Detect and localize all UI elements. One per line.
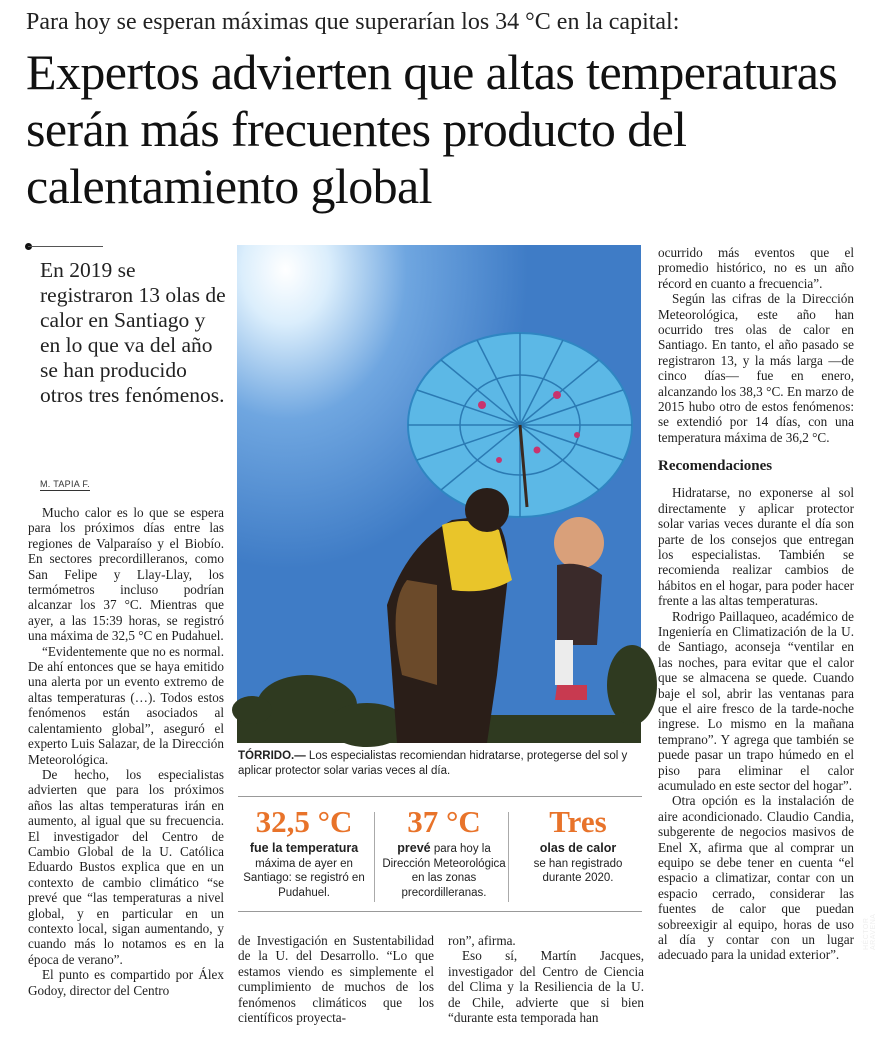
paragraph: ocurrido más eventos que el promedio histórico, no es un año récord en cuanto a frecuencia”.: [658, 245, 854, 291]
photo-credit: HÉCTOR ARAVENA: [863, 913, 877, 950]
stat-box: [514, 805, 642, 886]
paragraph: El punto es compartido por Álex Godoy, director del Centro: [28, 967, 224, 998]
stat-value: 37 °C: [407, 804, 481, 839]
article-byline: M. TAPIA F.: [40, 479, 90, 489]
stat-value: Tres: [549, 804, 607, 839]
stat-text: máxima de ayer en Santiago: se registró en Pudahuel.: [243, 857, 365, 899]
stat-bold-label: olas de calor: [539, 841, 617, 855]
text-column-1: [28, 505, 224, 998]
paragraph: Según las cifras de la Dirección Meteorológica, este año han ocurrido tres olas de calor en Santiago. En tanto, el año pasado se registraron 13, y la más larga —de cinco días— fue en enero, alcanzando los 38,3 °C. En marzo de 2015 hubo otro de estos fenómenos: se extendió por 14 días, con una temperatura máxima de 36,2 °C.: [658, 291, 854, 445]
paragraph: Eso sí, Martín Jacques, investigador del Centro de Ciencia del Clima y la Resiliencia de la U. de Chile, advierte que si bien “durante esta temporada han: [448, 948, 644, 1026]
photo-illustration: [237, 245, 641, 743]
stat-bold-label: prevé: [397, 841, 431, 855]
stat-divider: [508, 812, 509, 902]
article-lead: En 2019 se registraron 13 olas de calor en Santiago y en lo que va del año se han producido otros tres fenómenos.: [40, 258, 226, 407]
text-column-4: [658, 245, 854, 963]
photo-caption: [238, 749, 643, 779]
stat-bold-label: fue la temperatura: [249, 841, 359, 855]
stats-bottom-rule: [238, 911, 642, 912]
stat-text: se han registrado durante 2020.: [533, 857, 623, 884]
stat-box: [240, 805, 368, 900]
text-column-3: [448, 933, 644, 1025]
paragraph: de Investigación en Sustentabilidad de la U. del Desarrollo. “Lo que estamos viendo es simplemente el cumplimiento de muchos de los fenómenos climáticos que los científicos proyecta-: [238, 933, 434, 1026]
paragraph: ron”, afirma.: [448, 933, 516, 948]
stat-box: [380, 805, 508, 900]
section-subhead: Recomendaciones: [658, 458, 773, 475]
caption-label: TÓRRIDO.—: [238, 750, 306, 762]
lead-rule: [28, 246, 103, 247]
paragraph: Hidratarse, no exponerse al sol directamente y aplicar protector solar varias veces durante el día son parte de los consejos que entregan los especialistas. También se recomienda realizar cambios de hábitos en el hogar, para poder hacer frente a las altas temperaturas.: [658, 485, 854, 609]
paragraph: Mucho calor es lo que se espera para los próximos días entre las regiones de Valparaíso y el Biobío. En sectores precordilleranos, como San Felipe y Llay-Llay, los termómetros incluso podrían alcanzar los 37 °C. Mientras que ayer, a las 15:39 horas, se registró una máxima de 32,5 °C en Pudahuel.: [28, 505, 224, 644]
stat-divider: [374, 812, 375, 902]
paragraph: Rodrigo Paillaqueo, académico de Ingeniería en Climatización de la U. de Santiago, aconseja “ventilar en las noches, para evitar que el calor que se almacena se quede. Cuando baje el sol, abrir las ventanas para que el aire fresco de la tarde-noche ingrese. Lo mismo en la mañana temprano”. Y agrega que también se puede pasar un trapo húmedo en el piso para eliminar el calor acumulado en este sector del hogar”.: [658, 608, 854, 793]
article-headline: Expertos advierten que altas temperaturas serán más frecuentes producto del calentamiento global: [26, 44, 838, 214]
caption-text: Los especialistas recomiendan hidratarse, protegerse del sol y aplicar protector solar varias veces al día.: [238, 750, 628, 777]
paragraph: “Evidentemente que no es normal. De ahí entonces que se haya emitido una alerta por un evento extremo de altas temperaturas (…). Todos estos fenómenos están asociados al calentamiento global”, aseguró el experto Luis Salazar, de la Dirección Meteorológica.: [28, 643, 224, 767]
stat-value: 32,5 °C: [255, 804, 353, 839]
text-column-2: [238, 933, 434, 1025]
paragraph: De hecho, los especialistas advierten que para los próximos años las altas temperaturas irán en aumento, al igual que su frecuencia. El investigador del Centro de Cambio Global de la U. Católica Eduardo Bustos explica que en un contexto de cambio climático “se prevé que “las temperaturas a nivel global, y en particular en un contexto local, sigan aumentando, y cuando más lo notamos es en la época de verano”.: [28, 766, 224, 967]
stats-top-rule: [238, 796, 642, 797]
umbrella-shape: [408, 333, 632, 517]
paragraph: Otra opción es la instalación de aire acondicionado. Claudio Candia, subgerente de negocios masivos de Enel X, afirma que al comprar un equipo se debe tener en cuenta “el espacio a climatizar, contar con un espacio cerrado, considerar las fuentes de calor que puedan sobreexigir al equipo, horas de uso al día y contar con un lugar adecuado para la unidad exterior”.: [658, 793, 854, 963]
article-kicker: Para hoy se esperan máximas que superarían los 34 °C en la capital:: [26, 9, 680, 35]
stat-text: para hoy la Dirección Meteorológica en las zonas precordilleranas.: [382, 843, 506, 899]
